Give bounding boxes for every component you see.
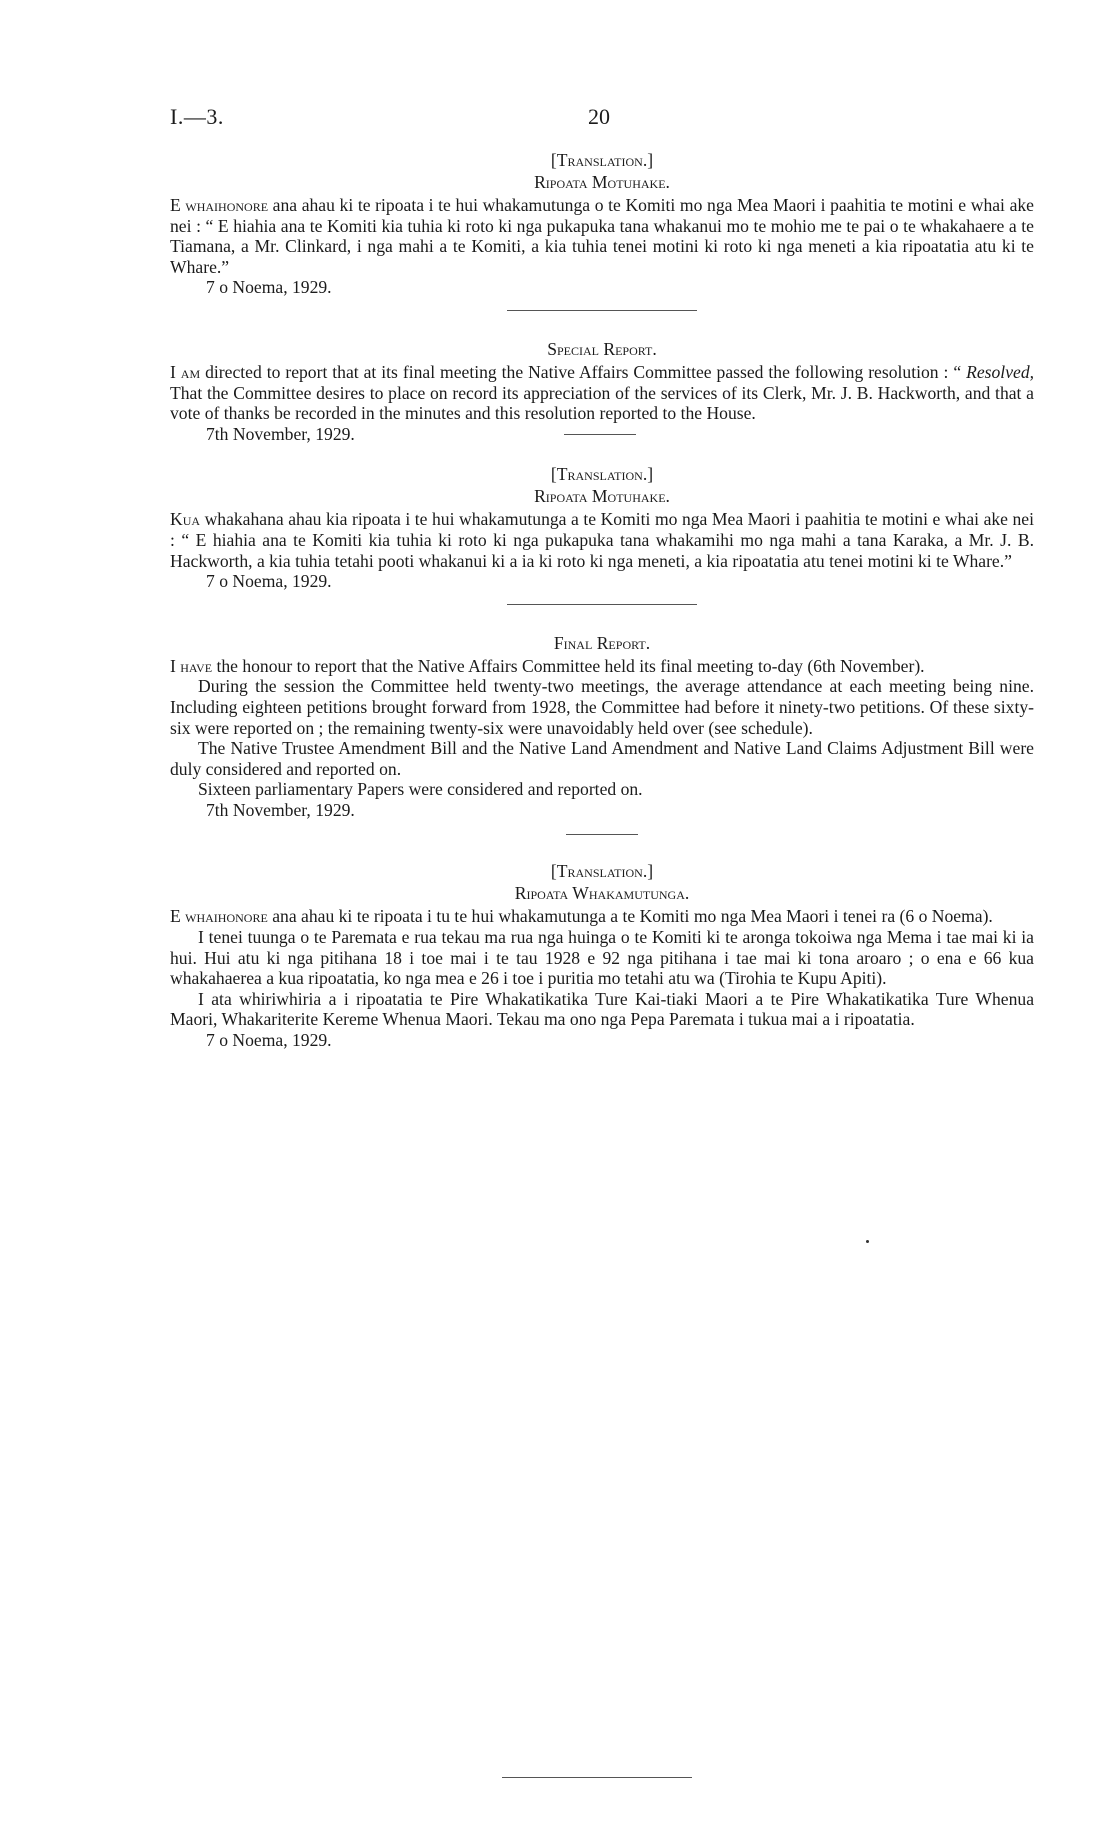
- section-paragraph: I tenei tuunga o te Paremata e rua tekau ma rua nga huinga o te Komiti ki te aronga tokoiwa nga Mema i tae mai ki ia hui. Hui atu ki nga pitihana 18 i toe mai i te tau 1928 e 92 nga pitihana i tae mai ki tona aroaro ; o ena e 66 kua whakahaerea a kua ripoatatia, ko nga mea e 26 i toe i puritia mo tetahi atu wa (Tirohia te Kupu Apiti).: [170, 927, 1034, 989]
- section-paragraph: [170, 195, 1034, 277]
- lead-words: Kua: [170, 509, 201, 530]
- lead-words: I have: [170, 655, 213, 676]
- section-heading: Special Report.: [547, 338, 657, 359]
- lead-words: E whaihonore: [170, 195, 269, 215]
- page-body: [170, 150, 1034, 1051]
- date-row: [170, 424, 1034, 445]
- section-heading: Ripoata Whakamutunga.: [514, 883, 690, 904]
- section-heading: Final Report.: [553, 632, 651, 653]
- translation-label: [Translation.]: [550, 150, 654, 170]
- scan-speck: [866, 1240, 869, 1243]
- section-heading: Ripoata Motuhake.: [534, 486, 670, 507]
- section-heading: Ripoata Motuhake.: [534, 172, 670, 192]
- section-paragraph: [170, 656, 1034, 677]
- section-date: 7th November, 1929.: [206, 423, 355, 444]
- resolved-italic: Resolved,: [966, 361, 1035, 382]
- section-final-report: [170, 633, 1034, 821]
- section-paragraph: During the session the Committee held twenty-two meetings, the average attendance at each meeting being nine. Including eighteen petitions brought forward from 1928, the Committee had before it ninety-two petitions. Of these sixty-six were reported on ; the remaining twenty-six were unavoidably held over (see schedule).: [170, 676, 1034, 738]
- translation-label: [Translation.]: [550, 464, 654, 485]
- paragraph-text: the honour to report that the Native Affairs Committee held its final meeting to-day (6th November).: [212, 655, 925, 676]
- paragraph-text: That the Committee desires to place on record its appreciation of the services of its Clerk, Mr. J. B. Hackworth, and that a vote of thanks be recorded in the minutes and this resolution reported to the House.: [170, 382, 1034, 424]
- paragraph-text: directed to report that at its final meeting the Native Affairs Committee passed the following resolution : “: [200, 361, 967, 382]
- section-date: 7th November, 1929.: [206, 799, 355, 820]
- end-rule: [502, 1777, 692, 1778]
- section-translation-1: [170, 150, 1034, 298]
- page-number: 20: [588, 104, 610, 129]
- section-paragraph: The Native Trustee Amendment Bill and the Native Land Amendment and Native Land Claims Adjustment Bill were duly considered and reported on.: [170, 738, 1034, 779]
- document-reference: I.—3.: [170, 104, 224, 129]
- section-paragraph: [170, 362, 1034, 424]
- lead-words: I am: [170, 361, 201, 382]
- paragraph-text: ana ahau ki te ripoata i tu te hui whakamutunga a te Komiti mo nga Mea Maori i tenei ra (6 o Noema).: [267, 906, 993, 927]
- section-divider: [564, 434, 636, 435]
- section-paragraph: Sixteen parliamentary Papers were considered and reported on.: [198, 779, 643, 800]
- section-special-report: [170, 339, 1034, 444]
- section-date: 7 o Noema, 1929.: [206, 571, 332, 592]
- section-date: 7 o Noema, 1929.: [206, 277, 332, 298]
- lead-words: E whaihonore: [170, 906, 268, 927]
- section-translation-2: [170, 464, 1034, 591]
- section-paragraph: [170, 906, 1034, 927]
- section-date: 7 o Noema, 1929.: [206, 1030, 332, 1051]
- paragraph-text: ana ahau ki te ripoata i te hui whakamutunga o te Komiti mo nga Mea Maori i paahitia te motini e whai ake nei : “ E hiahia ana te Komiti kia tuhia ki roto ki nga pukapuka tana whakanui mo te mohio me te pai o te whakahaere a te Tiamana, a Mr. Clinkard, i nga mahi a te Komiti, a kia tuhia tenei motini ki roto ki nga meneti a kia ripoatatia atu ki te Whare.”: [170, 195, 1034, 277]
- section-translation-3: [170, 861, 1034, 1050]
- section-paragraph: I ata whiriwhiria a i ripoatatia te Pire Whakatikatika Ture Kai-tiaki Maori a te Pire Whakatikatika Ture Whenua Maori, Whakariterite Kereme Whenua Maori. Tekau ma ono nga Pepa Paremata i tukua mai a i ripoatatia.: [170, 988, 1034, 1030]
- translation-label: [Translation.]: [550, 861, 654, 882]
- section-paragraph: [170, 509, 1034, 571]
- page-header: [170, 104, 1030, 132]
- paragraph-text: whakahana ahau kia ripoata i te hui whakamutunga a te Komiti mo nga Mea Maori i paahitia te motini e whai ake nei : “ E hiahia ana te Komiti kia tuhia ki roto ki nga pukapuka tana whakamihi mo nga mahi a tana Karaka, a Mr. J. B. Hackworth, a kia tuhia tetahi pooti whakanui ki a ia ki roto ki nga meneti, a kia ripoatatia atu tenei motini ki te Whare.”: [170, 509, 1034, 571]
